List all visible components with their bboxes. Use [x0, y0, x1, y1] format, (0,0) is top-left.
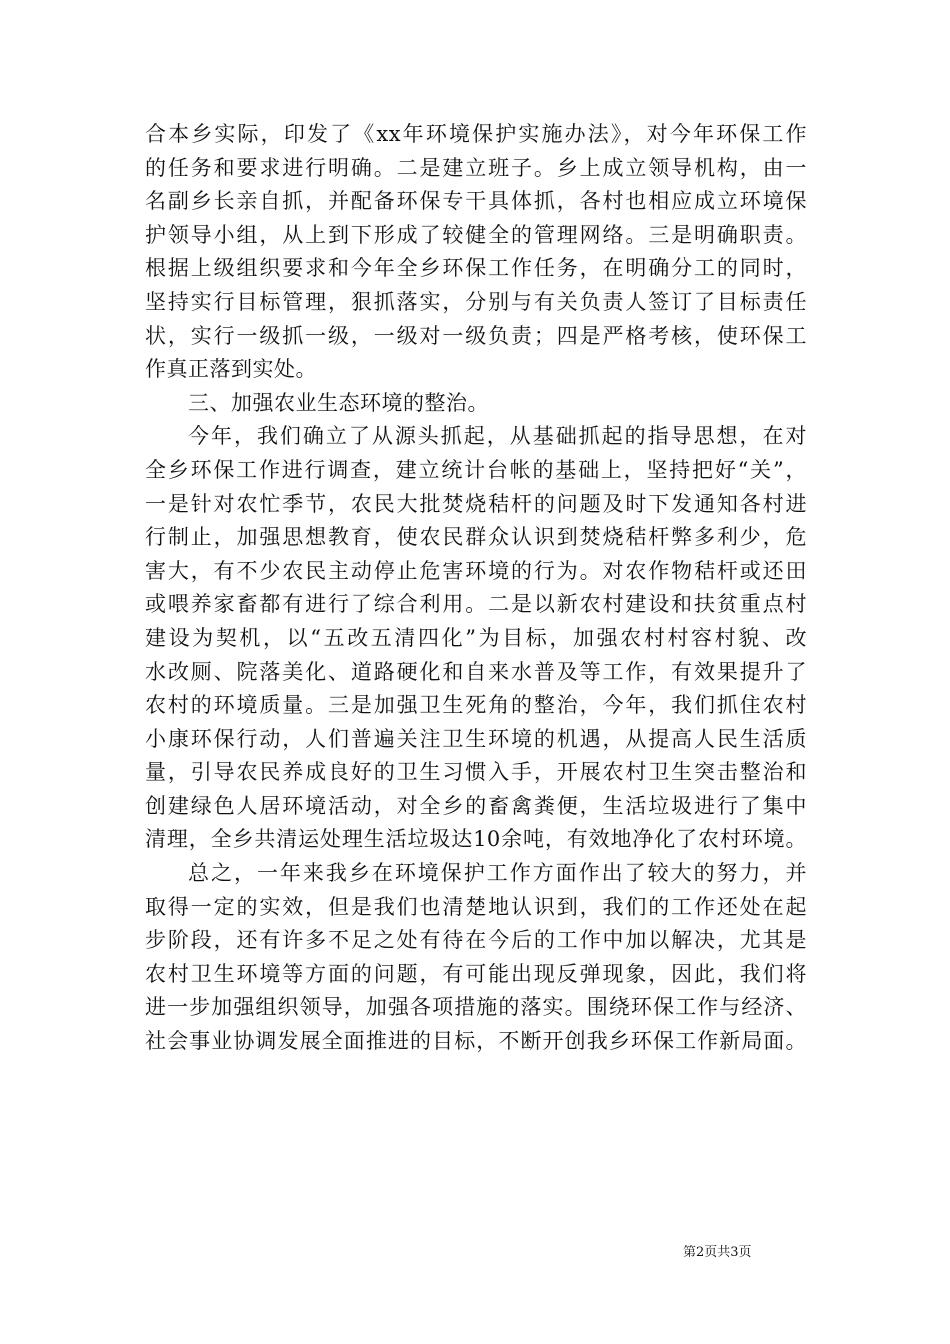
text-line: 作真正落到实处。 — [145, 357, 317, 382]
text-line: 护领导小组，从上到下形成了较健全的管理网络。三是明确职责。 — [145, 222, 807, 247]
text-line: 水改厕、院落美化、道路硬化和自来水普及等工作，有效果提升了 — [145, 659, 807, 684]
text-line: 建设为契机，以“五改五清四化”为目标，加强农村村容村貌、改 — [145, 625, 807, 650]
text-line: 全乡环保工作进行调查，建立统计台帐的基础上，坚持把好“关”， — [145, 457, 807, 482]
text-line: 农村的环境质量。三是加强卫生死角的整治，今年，我们抓住农村 — [145, 693, 807, 718]
text-line: 害大，有不少农民主动停止危害环境的行为。对农作物秸杆或还田 — [145, 558, 807, 583]
paragraph-3 — [145, 420, 807, 857]
paragraph-4 — [145, 857, 807, 1059]
text-line: 取得一定的实效，但是我们也清楚地认识到，我们的工作还处在起 — [145, 894, 807, 919]
text-line: 行制止，加强思想教育，使农民群众认识到焚烧秸杆弊多利少，危 — [145, 525, 807, 550]
text-line: 根据上级组织要求和今年全乡环保工作任务，在明确分工的同时， — [145, 256, 807, 281]
text-line: 一是针对农忙季节，农民大批焚烧秸杆的问题及时下发通知各村进 — [145, 491, 807, 516]
text-line: 进一步加强组织领导，加强各项措施的落实。围绕环保工作与经济、 — [145, 995, 807, 1020]
text-line: 小康环保行动，人们普遍关注卫生环境的机遇，从提高人民生活质 — [145, 726, 807, 751]
text-line: 坚持实行目标管理，狠抓落实，分别与有关负责人签订了目标责任 — [145, 289, 807, 314]
text-line: 创建绿色人居环境活动，对全乡的畜禽粪便，生活垃圾进行了集中 — [145, 793, 807, 818]
text-line: 合本乡实际，印发了《xx年环境保护实施办法》，对今年环保工作 — [145, 122, 807, 146]
text-line: 今年，我们确立了从源头抓起，从基础抓起的指导思想，在对 — [188, 424, 807, 449]
text-line: 或喂养家畜都有进行了综合利用。二是以新农村建设和扶贫重点村 — [145, 592, 807, 617]
text-line: 量，引导农民养成良好的卫生习惯入手，开展农村卫生突击整治和 — [145, 760, 807, 785]
heading-line: 三、加强农业生态环境的整治。 — [188, 390, 489, 415]
text-line: 名副乡长亲自抓，并配备环保专干具体抓，各村也相应成立环境保 — [145, 189, 807, 214]
text-line: 的任务和要求进行明确。二是建立班子。乡上成立领导机构，由一 — [145, 155, 807, 180]
text-line: 农村卫生环境等方面的问题，有可能出现反弹现象，因此，我们将 — [145, 961, 807, 986]
section-heading — [145, 387, 807, 421]
text-line: 状，实行一级抓一级，一级对一级负责；四是严格考核，使环保工 — [145, 323, 807, 348]
body-text — [145, 118, 807, 1059]
text-line: 社会事业协调发展全面推进的目标，不断开创我乡环保工作新局面。 — [145, 1029, 807, 1054]
text-line: 步阶段，还有许多不足之处有待在今后的工作中加以解决，尤其是 — [145, 928, 807, 953]
page-number: 第2页共3页 — [683, 1245, 752, 1260]
text-line: 总之，一年来我乡在环境保护工作方面作出了较大的努力，并 — [188, 861, 807, 886]
paragraph-1 — [145, 118, 807, 387]
text-line: 清理，全乡共清运处理生活垃圾达10余吨，有效地净化了农村环境。 — [145, 827, 807, 852]
